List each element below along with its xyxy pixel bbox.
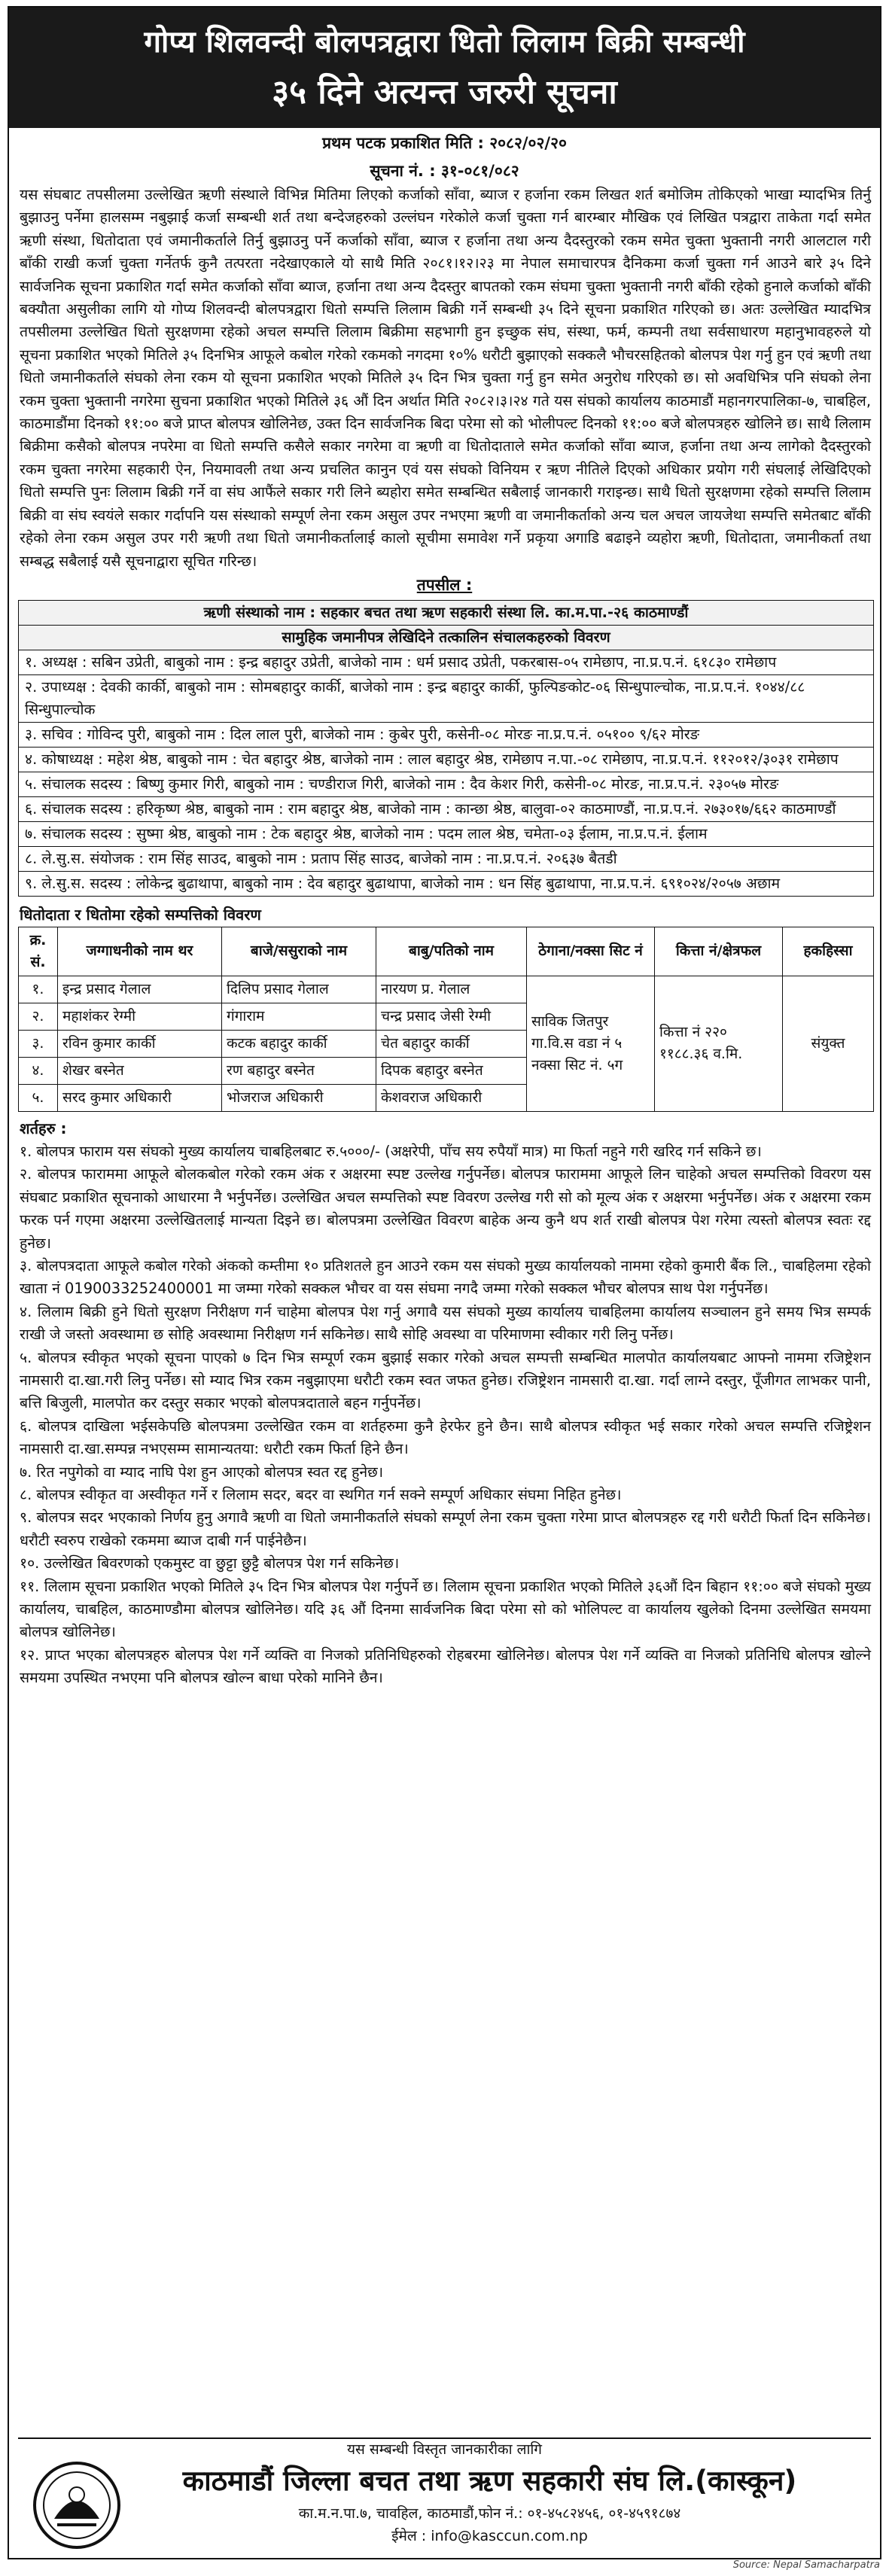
term-item: ८. बोलपत्र स्वीकृत वा अस्वीकृत गर्ने र लिलाम सदर, बदर वा स्थगित गर्न सक्ने सम्पूर्ण अधिकार संघमा निहित हुनेछ। [20,1486,622,1503]
property-row-father: दिपक बहादुर बस्नेत [376,1057,527,1084]
footer-note: यस सम्बन्धी विस्तृत जानकारीका लागि [347,2441,542,2458]
property-row-sn: ३. [19,1030,58,1057]
guarantor-row: ७. संचालक सदस्य : सुष्मा श्रेष्ठ, बाबुको नाम : टेक बहादुर श्रेष्ठ, बाजेको नाम : पदम लाल श्रेष्ठ, चमेता-०३ ईलाम, ना.प्र.प.नं. ईलाम [19,821,874,846]
property-row-owner: महाशंकर रेग्मी [58,1003,222,1030]
footer-org-name: काठमाडौं जिल्ला बचत तथा ऋण सहकारी संघ लि.(कास्कून) [182,2465,797,2497]
col-address: ठेगाना/नक्सा सिट नं [527,927,655,976]
term-item: १०. उल्लेखित बिवरणको एकमुस्ट वा छुट्टा छुट्टै बोलपत्र पेश गर्न सकिनेछ। [20,1554,400,1573]
borrower-table [18,600,874,897]
col-share: हकहिस्सा [783,927,874,976]
header-title-line2: ३५ दिने अत्यन्त जरुरी सूचना [272,73,617,111]
source-credit: Source: Nepal Samacharpatra [732,2559,880,2571]
property-kitta: कित्ता नं २२० ११८८.३६ व.मि. [655,976,783,1111]
property-row-father: चेत बहादुर कार्की [376,1030,527,1057]
property-row-grandfather: गंगाराम [222,1003,376,1030]
property-row-sn: ४. [19,1057,58,1084]
property-share: संयुक्त [783,976,874,1111]
term-item: ११. लिलाम सूचना प्रकाशित भएको मितिले ३५ दिन भित्र बोलपत्र पेश गर्नुपर्ने छ। लिलाम सूचना प्रकाशित भएको मितिले ३६औं दिन बिहान ११:०० बजे संघको मुख्य कार्यालय, चाबहिल, काठमाण्डौमा बोलपत्र खोलिनेछ। यदि ३६ औं दिनमा सार्वजनिक बिदा परेमा सो को भोलिपल्ट वा कार्यालय खुलेको दिनमा उल्लेखित समयमा बोलपत्र खोलिनेछ। [20,1577,871,1641]
property-row-grandfather: दिलिप प्रसाद गेलाल [222,976,376,1003]
term-item: १२. प्राप्त भएका बोलपत्रहरु बोलपत्र पेश गर्ने व्यक्ति वा निजको प्रतिनिधिहरुको रोहबरमा खोलिनेछ। बोलपत्र पेश गर्ने व्यक्ति वा निजको प्रतिनिधि बोलपत्र खोल्ने समयमा उपस्थित नभएमा पनि बोलपत्र खोल्न बाधा परेको मानिने छैन। [20,1646,871,1687]
property-row-sn: ५. [19,1084,58,1111]
term-item: ५. बोलपत्र स्वीकृत भएको सूचना पाएको ७ दिन भित्र सम्पूर्ण रकम बुझाई सकार गरेको अचल सम्पत्ती सम्बन्धित मालपोत कार्यालयबाट आफ्नो नाममा रजिष्ट्रेशन नामसारी दा.खा.गरी लिनु पर्नेछ। सो म्याद भित्र रकम नबुझाएमा धरौटी रकम स्वत जफत हुनेछ। रजिष्ट्रेशन नामसारी दा.खा. गर्दा लाग्ने दस्तुर, पूँजीगत लाभकर पानी, बत्ति बिजुली, मालपोत कर दस्तुर सकार भएको बोलपत्रदाताले बहन गर्नुपर्नेछ। [20,1348,871,1412]
guarantor-row: ६. संचालक सदस्य : हरिकृष्ण श्रेष्ठ, बाबुको नाम : राम बहादुर श्रेष्ठ, बाजेको नाम : कान्छा श्रेष्ठ, बालुवा-०२ काठमाण्डौं, ना.प्र.प.नं. २७३०१७/६६२ काठमाण्डौं [19,796,874,821]
guarantor-row: ३. सचिव : गोविन्द पुरी, बाबुको नाम : दिल लाल पुरी, बाजेको नाम : कुबेर पुरी, कसेनी-०८ मोरङ ना.प्र.प.नं. ०५१०० ९/६२ मोरङ [19,722,874,747]
first-published-date: प्रथम पटक प्रकाशित मिति : २०८२/०२/२० [322,134,567,152]
property-table [18,927,874,1112]
term-item: २. बोलपत्र फाराममा आफूले बोलकबोल गरेको रकम अंक र अक्षरमा स्पष्ट उल्लेख गर्नुपर्नेछ। बोलपत्र फाराममा आफूले लिन चाहेको अचल सम्पत्तिको विवरण यस संघबाट प्रकाशित सूचनाको आधारमा नै भर्नुपर्नेछ। उल्लेखित अचल सम्पत्तिको स्पष्ट विवरण उल्लेख गरी सो को मूल्य अंक र अक्षरमा भर्नुपर्नेछ। अंक र अक्षरमा रकम फरक पर्न गएमा अक्षरमा उल्लेखितलाई मान्यता दिइने छ। बोलपत्रमा उल्लेखित विवरण बाहेक अन्य कुनै थप शर्त राखी बोलपत्र पेश गरेमा त्यस्तो बोलपत्र स्वतः रद्द हुनेछ। [20,1165,871,1252]
col-owner: जग्गाधनीको नाम थर [58,927,222,976]
property-row-father: चन्द्र प्रसाद जेसी रेग्मी [376,1003,527,1030]
term-item: ६. बोलपत्र दाखिला भईसकेपछि बोलपत्रमा उल्लेखित रकम वा शर्तहरुमा कुनै हेरफेर हुने छैन। साथै बोलपत्र स्वीकृत भई सकार गरेको अचल सम्पत्ति रजिष्ट्रेशन नामसारी दा.खा.सम्पन्न नभएसम्म सामान्यतया: धरौटी रकम फिर्ता हिने छैन। [20,1417,871,1458]
property-row-father: केशवराज अधिकारी [376,1084,527,1111]
footer-address: का.म.न.पा.७, चावहिल, काठमाडौं,फोन नं.: ०१-४५८२४५६, ०१-४५९१८७४ [298,2505,681,2522]
property-row-grandfather: भोजराज अधिकारी [222,1084,376,1111]
property-row-grandfather: कटक बहादुर कार्की [222,1030,376,1057]
header-title-line1: गोप्य शिलवन्दी बोलपत्रद्वारा धितो लिलाम बिक्री सम्बन्धी [144,25,745,59]
property-row-owner: इन्द्र प्रसाद गेलाल [58,976,222,1003]
property-row-sn: २. [19,1003,58,1030]
col-grandfather: बाजे/ससुराको नाम [222,927,376,976]
col-father: बाबु/पतिको नाम [376,927,527,976]
terms-title: शर्तहरु : [20,1119,67,1137]
notice-footer [9,2437,880,2559]
term-item: १. बोलपत्र फाराम यस संघको मुख्य कार्यालय चाबहिलबाट रु.५०००/- (अक्षरेपी, पाँच सय रुपैयाँ मात्र) मा फिर्ता नहुने गरी खरिद गर्न सकिने छ। [20,1142,762,1160]
property-title: धितोदाता र धितोमा रहेको सम्पत्तिको विवरण [20,905,261,924]
property-address: साविक जितपुर गा.वि.स वडा नं ५ नक्सा सिट नं. ५ग [527,976,655,1111]
tapsil-label: तपसील : [416,575,473,594]
property-row-owner: रविन कुमार कार्की [58,1030,222,1057]
guarantor-subheading: सामुहिक जमानीपत्र लेखिदिने तत्कालिन संचालकहरुको विवरण [19,625,874,650]
notice-number: सूचना नं. : ३१-०८१/०८२ [370,162,519,180]
term-item: ३. बोलपत्रदाता आफूले कबोल गरेको अंकको कम्तीमा १० प्रतिशतले हुन आउने रकम यस संघको मुख्य कार्यालयको नाममा रहेको कुमारी बैंक लि., चाबहिलमा रहेको खाता नं 0190033252400001 मा जम्मा गरेको सक्कल भौचर वा यस संघमा नगदै जम्मा गरेको सक्कल भौचर बोलपत्र साथ पेश गर्नुपर्नेछ। [20,1256,871,1298]
notice-header [9,8,880,128]
col-kitta: कित्ता नं/क्षेत्रफल [655,927,783,976]
borrower-heading: ऋणी संस्थाको नाम : सहकार बचत तथा ऋण सहकारी संस्था लि. का.म.पा.-२६ काठमाण्डौं [19,600,874,625]
guarantor-row: २. उपाध्यक्ष : देवकी कार्की, बाबुको नाम : सोमबहादुर कार्की, बाजेको नाम : इन्द्र बहादुर कार्की, फुल्पिङकोट-०६ सिन्धुपाल्चोक, ना.प्र.प.नं. १०४४/८८ सिन्धुपाल्चोक [19,674,874,722]
term-item: ९. बोलपत्र सदर भएकाको निर्णय हुनु अगावै ऋणी वा धितो जमानीकर्ताले संघको सम्पूर्ण लेना रकम चुक्ता गरेमा प्राप्त बोलपत्रहरु रद्द गरी धरौटी फिर्ता दिन सकिनेछ। धरौटी स्वरुप राखेको रकममा ब्याज दाबी गर्न पाईनेछैन। [20,1509,871,1549]
term-item: ४. लिलाम बिक्री हुने धितो सुरक्षण निरीक्षण गर्न चाहेमा बोलपत्र पेश गर्नु अगावै यस संघको मुख्य कार्यालय चाबहिलमा कार्यालय सञ्चालन हुने समय भित्र सम्पर्क राखी जे जस्तो अवस्थामा छ सोहि अवस्थामा निरीक्षण गर्न सकिनेछ। साथै सोहि अवस्था वा परिमाणमा स्वीकार गरी लिनु पर्नेछ। [20,1302,871,1344]
property-row-owner: सरद कुमार अधिकारी [58,1084,222,1111]
term-item: ७. रित नपुगेको वा म्याद नाघि पेश हुन आएको बोलपत्र स्वत रद्द हुनेछ। [20,1463,384,1481]
intro-paragraph: यस संघबाट तपसीलमा उल्लेखित ऋणी संस्थाले विभिन्न मितिमा लिएको कर्जाको साँवा, ब्याज र हर्जाना रकम लिखत शर्त बमोजिम तोकिएको भाखा म्यादभित्र तिर्नु बुझाउनु पर्नेमा हालसम्म नबुझाई कर्जा सम्बन्धी शर्त तथा बन्देजहरुको उल्लंघन गरेकोले कर्जा चुक्ता गर्न बारम्बार मौखिक एवं लिखित पत्रद्वारा ताकेता गर्दा समेत ऋणी संस्था, धितोदाता एवं जमानीकर्ताले तिर्नु बुझाउनु पर्ने कर्जाको साँवा, ब्याज र हर्जाना तथा अन्य दैदस्तुरको रकम समेत चुक्ता भुक्तानी नगरी आलटाल गरी बाँकी राखी कर्जा चुक्ता गर्नेतर्फ कुनै तत्परता नदेखाएकाले यो साथै मिति २०८१।१२।२३ मा नेपाल समाचारपत्र दैनिकमा कर्जा चुक्ता गर्न आउने बारे ३५ दिने सार्वजनिक सूचना प्रकाशित गर्दा समेत कर्जाको साँवा ब्याज, हर्जाना तथा अन्य दैदस्तुर बापतको रकम संघमा चुक्ता भुक्तानी नगरी बाँकी रहेको हुनाले कर्जाको बाँकी बक्यौता असुलीका लागि यो गोप्य शिलवन्दी बोलपत्रद्वारा धितो सम्पत्ति लिलाम बिक्री गर्ने सम्बन्धी ३५ दिने सूचना प्रकाशित गरिएको छ। अतः उल्लेखित म्यादभित्र तपसीलमा उल्लेखित धितो सुरक्षणमा रहेको अचल सम्पत्ति लिलाम बिक्रीमा सहभागी हुन इच्छुक संघ, संस्था, फर्म, कम्पनी तथा सर्वसाधारण महानुभावहरुले यो सूचना प्रकाशित भएको मितिले ३५ दिनभित्र आफूले कबोल गरेको रकमको नगदमा १०% धरौटी बुझाएको सक्कलै भौचरसहितको बोलपत्र पेश गर्नु हुन एवं ऋणी तथा धितो जमानीकर्ताले संघको लेना रकम यो सूचना प्रकाशित भएको मितिले ३५ दिन भित्र चुक्ता गर्नु हुन समेत अनुरोध गरिएको छ। सो अवधिभित्र पनि संघको लेना रकम चुक्ता भुक्तानी नगरेमा सुचना प्रकाशित भएको मितिले ३६ औं दिन अर्थात मिति २०८२।३।२४ गते यस संघको कार्यालय काठमाडौं महानगरपालिका-७, चाबहिल, काठमाडौंमा दिनको ११:०० बजे प्राप्त बोलपत्र खोलिनेछ, उक्त दिन सार्वजनिक बिदा परेमा सो को भोलीपल्ट दिनको ११:०० बजे बोलपत्रहरु खोलिने छ। साथै लिलाम बिक्रीमा कसैको बोलपत्र नपरेमा वा धितो सम्पत्ति कसैले सकार नगरेमा वा ऋणी वा धितोदाताले समेत कर्जाको साँवा ब्याज, हर्जाना तथा अन्य लागेको दैदस्तुरको रकम चुक्ता नगरेमा सहकारी ऐन, नियमावली तथा अन्य प्रचलित कानुन एवं यस संघको विनियम र ऋण नीतिले दिएको अधिकार प्रयोग गरी संघलाई लेखिदिएको धितो सम्पत्ति पुनः लिलाम बिक्री गर्ने वा संघ आफैंले सकार गरी लिने ब्यहोरा समेत सम्बन्धित सबैलाई जानकारी गराइन्छ। साथै धितो सुरक्षणमा रहेको सम्पत्ति लिलाम बिक्री वा संघ स्वयंले सकार गर्दापनि यस संस्थाको सम्पूर्ण लेना रकम असुल उपर नभएमा ऋणी वा जमानीकर्ताको अन्य चल अचल जायजेथा सम्पत्ति समेतबाट बाँकी रहेको लेना रकम असुल उपर गरी ऋणी तथा धितो जमानीकर्तालाई कालो सूचीमा समावेश गर्ने प्रकृया अगाडि बढाइने व्यहोरा ऋणी, धितोदाता, जमानीकर्ता तथा सम्बद्ध सबैलाई यसै सूचनाद्वारा सूचित गरिन्छ। [20,186,871,570]
property-row-grandfather: रण बहादुर बस्नेत [222,1057,376,1084]
guarantor-row: १. अध्यक्ष : सबिन उप्रेती, बाबुको नाम : इन्द्र बहादुर उप्रेती, बाजेको नाम : धर्म प्रसाद उप्रेती, पकरबास-०५ रामेछाप, ना.प्र.प.नं. ६१८३० रामेछाप [19,650,874,674]
guarantor-row: ५. संचालक सदस्य : बिष्णु कुमार गिरी, बाबुको नाम : चण्डीराज गिरी, बाजेको नाम : दैव केशर गिरी, कसेनी-०८ मोरङ, ना.प्र.प.नं. २३०५७ मोरङ [19,772,874,796]
terms-list [9,1140,880,1690]
property-row-owner: शेखर बस्नेत [58,1057,222,1084]
notice-page [8,6,881,2559]
guarantor-row: ९. ले.सु.स. सदस्य : लोकेन्द्र बुढाथापा, बाबुको नाम : देव बहादुर बुढाथापा, बाजेको नाम : धन सिंह बुढाथापा, ना.प्र.प.नं. ६९१०२४/२०५७ अछाम [19,871,874,896]
property-row-sn: १. [19,976,58,1003]
property-row-father: नारयण प्र. गेलाल [376,976,527,1003]
cooperative-logo-icon [32,2460,122,2550]
footer-email[interactable]: ईमेल : info@kasccun.com.np [391,2528,588,2544]
col-sn: क्र. सं. [19,927,58,976]
guarantor-row: ४. कोषाध्यक्ष : महेश श्रेष्ठ, बाबुको नाम : चेत बहादुर श्रेष्ठ, बाजेको नाम : लाल बहादुर श्रेष्ठ, रामेछाप न.पा.-०८ रामेछाप, ना.प्र.प.नं. ११२०१२/३०३१ रामेछाप [19,747,874,772]
guarantor-row: ८. ले.सु.स. संयोजक : राम सिंह साउद, बाबुको नाम : प्रताप सिंह साउद, बाजेको नाम : ना.प्र.प.नं. २०६३७ बैतडी [19,846,874,871]
